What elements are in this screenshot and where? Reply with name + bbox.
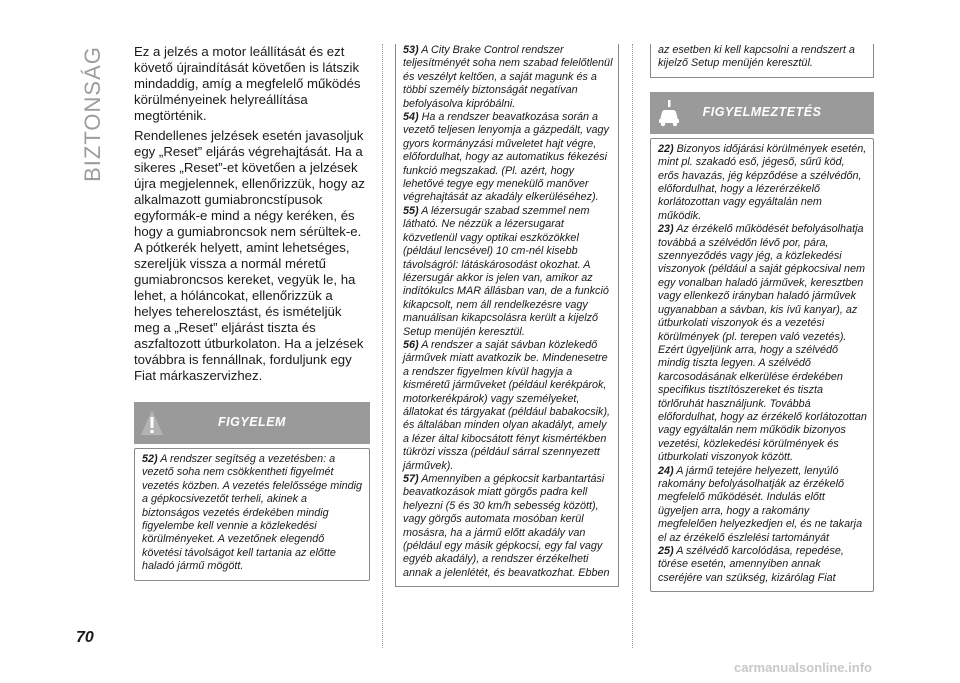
- warning-header: [134, 402, 370, 444]
- warning-box-continued: [650, 44, 874, 78]
- column-divider: [632, 44, 634, 648]
- note-56: 56) A rendszer a saját sávban közlekedő járművek miatt avatkozik be. Mindenesetre a rendszer figyelmen kívül hagyja a kisméretű járműveket (például kerékpárok, motorkerékpárok) vagy személyeket, állatokat és tárgyakat (például babakocsik), és általában minden olyan akadályt, amely a lézer által kibocsátott fényt kismértékben tükrözi vissza (például sárral szennyezett járművek).: [403, 338, 611, 472]
- note-53: 53) A City Brake Control rendszer teljesítményét soha nem szabad felelőtlenül és veszélyt keltően, a saját magunk és a többi személy biztonságát negatívan befolyásolva kipróbálni.: [403, 44, 613, 110]
- watermark: carmanualsonline.info: [734, 660, 872, 675]
- warning-box: [134, 448, 370, 581]
- paragraph: Ez a jelzés a motor leállítását és ezt követő újraindítását követően is látszik mindaddig, amíg a megfelelő működés körülményeinek helyreállítása megtörténik.: [134, 44, 361, 123]
- note-24: 24) A jármű tetejére helyezett, lenyúló rakomány befolyásolhatják az érzékelő megfelelő működését. Indulás előtt ügyeljen arra, hogy a rakomány megfelelően helyezkedjen el, és ne takarja el az érzékelő észlelési tartományát: [658, 464, 863, 544]
- column-2: [395, 44, 619, 587]
- column-1: [134, 44, 370, 581]
- note-55: 55) A lézersugár szabad szemmel nem látható. Ne nézzük a lézersugarat közvetlenül vagy optikai eszközökkel (például lencsével) 10 cm-nél kisebb távolságról: látáskárosodást okozhat. A lézersugár akkor is jelen van, amikor az indítókulcs MAR állásban van, de a funkció kikapcsolt, nem áll rendelkezésre vagy manuálisan kikapcsolásra került a kijelző Setup menüjén keresztül.: [403, 204, 609, 338]
- column-3: [650, 44, 874, 592]
- caution-title: FIGYELMEZTETÉS: [702, 104, 822, 119]
- caution-header: [650, 92, 874, 134]
- page-number: 70: [76, 629, 94, 646]
- warning-box-continued: [395, 44, 619, 587]
- note-57-continued: az esetben ki kell kapcsolni a rendszert a kijelző Setup menüjén keresztül.: [658, 44, 855, 70]
- caution-box: [650, 138, 874, 592]
- paragraph: Rendellenes jelzések esetén javasoljuk egy „Reset” eljárás végrehajtását. Ha a sikeres „Reset”-et követően a jelzések újra megjelennek, ellenőrizzük, hogy az alkalmazott gumiabroncstípusok egyformák-e mind a négy keréken, és hogy a gumiabroncsok nem sérültek-e. A pótkerék helyett, amint lehetséges, szereljük vissza a normál méretű gumiabroncsos kereket, vegyük le, ha lehet, a hóláncokat, ellenőrizzük a helyes teherelosztást, és ismételjük meg a „Reset” eljárást tiszta és aszfaltozott útburkolaton. Ha a jelzések továbbra is fennállnak, forduljunk egy Fiat márkaszervizhez.: [134, 128, 365, 383]
- warning-title: FIGYELEM: [218, 415, 286, 429]
- section-title: BIZTONSÁG: [80, 46, 105, 182]
- note-52: 52) A rendszer segítség a vezetésben: a vezető soha nem csökkentheti figyelmét vezetés közben. A vezetés felelőssége mindig a gépkocsivezetőt terheli, akinek a biztonságos vezetés érdekében mindig figyelembe kell vennie a közlekedési körülményeket. A vezetőnek elegendő követési távolságot kell tartania az előtte haladó jármű mögött.: [142, 453, 363, 573]
- column-divider: [382, 44, 384, 648]
- note-22: 22) Bizonyos időjárási körülmények esetén, mint pl. szakadó eső, jégeső, sűrű köd, erős havazás, jég képződése a szélvédőn, előfordulhat, hogy a lézerérzékelő korlátozottan vagy egyáltalán nem működik.: [658, 142, 867, 222]
- note-54: 54) Ha a rendszer beavatkozása során a vezető teljesen lenyomja a gázpedált, vagy gyors kormányzási műveletet hajt végre, előfordulhat, hogy az automatikus fékezési funkció megszakad. (Pl. azért, hogy lehetővé tegye egy menekülő manőver végrehajtását az akadály elkerüléséhez).: [403, 111, 609, 204]
- note-57: 57) Amennyiben a gépkocsit karbantartási beavatkozások miatt görgős padra kell helyezni (5 és 30 km/h sebesség között), vagy görgős automata mosóban kerül mosásra, ha a jármű előtt akadály van (például egy másik gépkocsi, egy fal vagy egyéb akadály), a rendszer érzékelheti annak a jelenlétét, és beavatkozhat. Ebben: [403, 473, 610, 579]
- note-23: 23) Az érzékelő működését befolyásolhatja továbbá a szélvédőn lévő por, pára, szennyeződés vagy jég, a közlekedési viszonyok (például a saját gépkocsival nem egy vonalban haladó járművek, keresztben vagy ellenkező irányban haladó járművek ugyanabban a sávban, kis ívű kanyar), az útburkolati viszonyok és a vezetési körülmények (pl. terepen való vezetés). Ezért ügyeljünk arra, hogy a szélvédő mindig tiszta legyen. A szélvédő karcosodásának elkerülése érdekében specifikus tisztítószereket és tiszta törlőruhát használjunk. Továbbá előfordulhat, hogy az érzékelő korlátozottan vagy egyáltalán nem működik bizonyos vezetési, közlekedési körülmények és útburkolati viszonyok között.: [658, 223, 867, 464]
- note-25: 25) A szélvédő karcolódása, repedése, törése esetén, amennyiben annak cseréjére van szükség, kizárólag Fiat: [658, 545, 844, 584]
